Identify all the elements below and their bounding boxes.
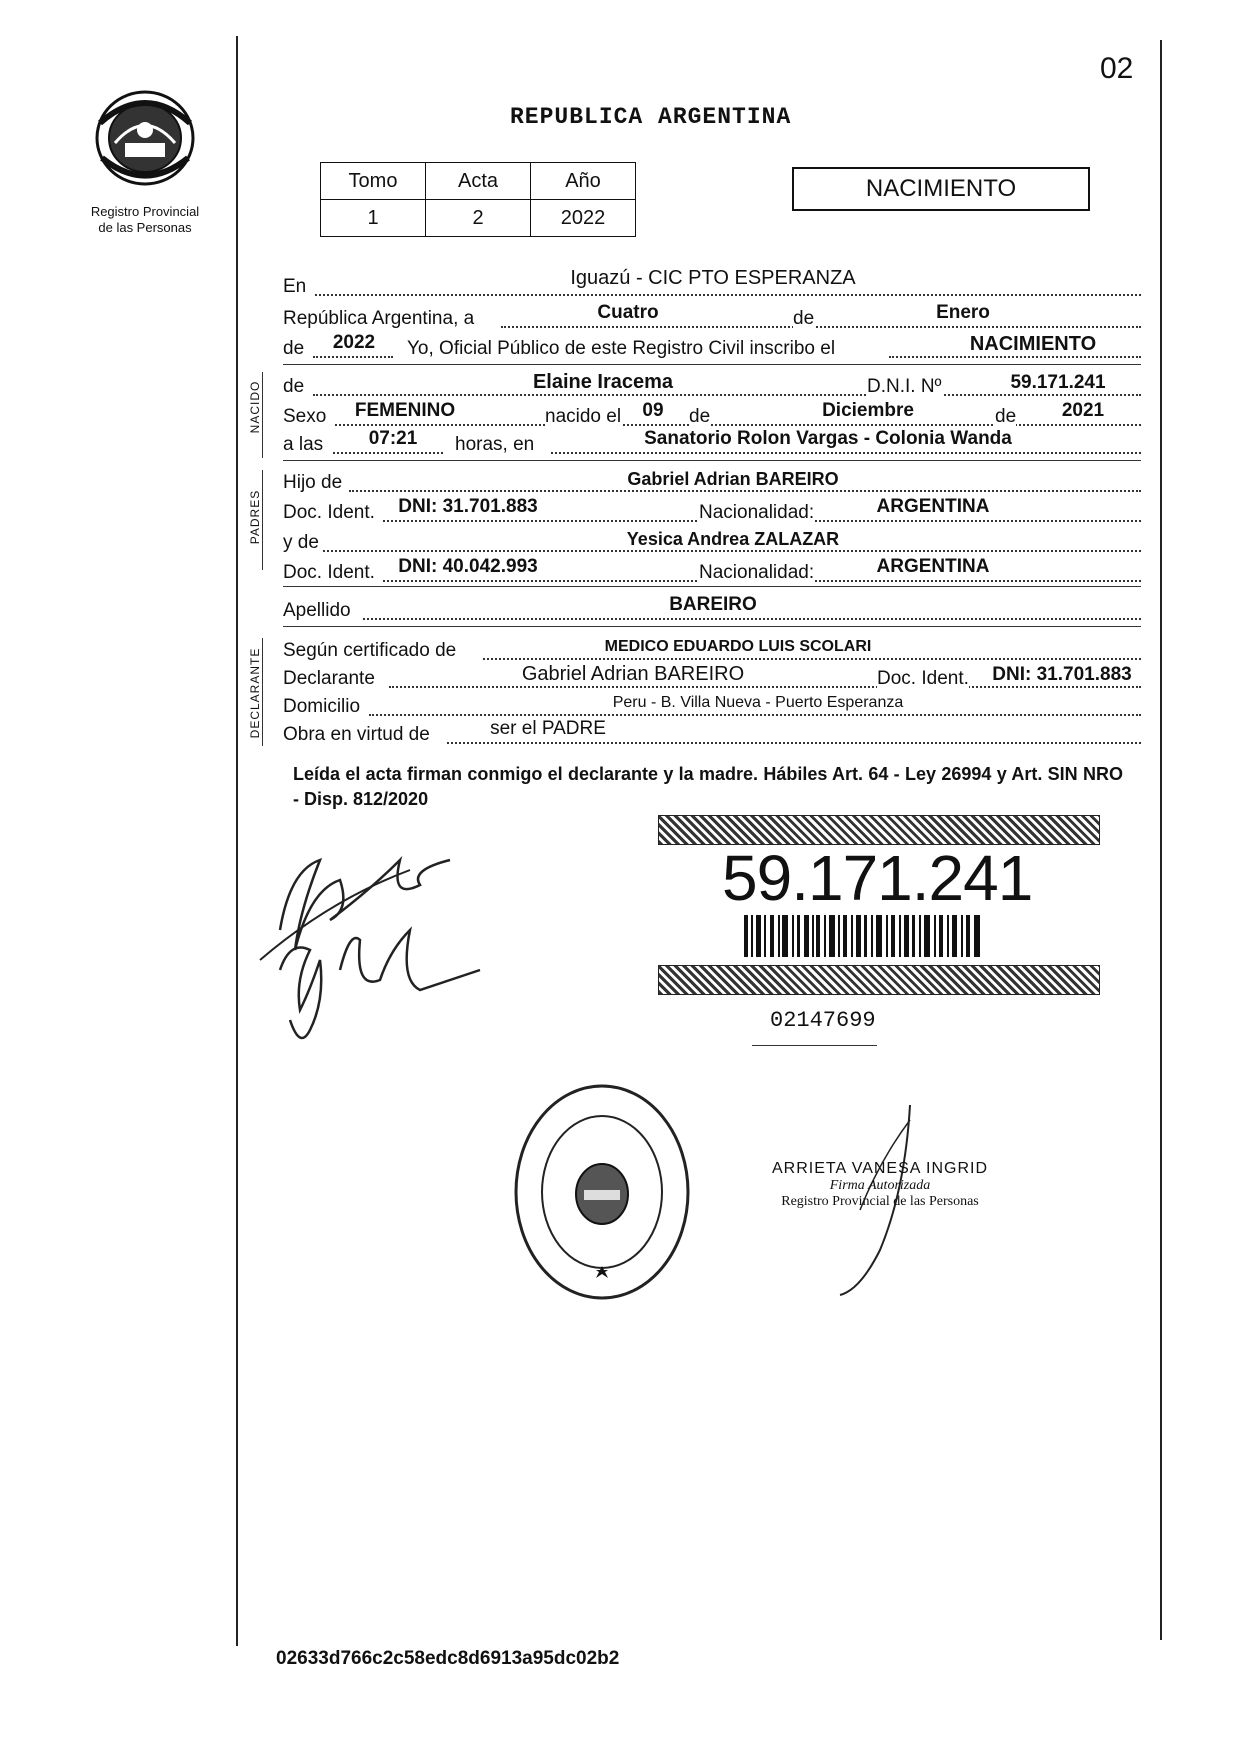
- place-row: [283, 267, 1141, 300]
- y-de-label: y de: [283, 532, 319, 553]
- sex-value: FEMENINO: [354, 400, 456, 421]
- certificate-row: [283, 634, 1141, 664]
- officer-title: Firma Autorizada: [829, 1178, 931, 1193]
- nacido-side-label: NACIDO: [248, 380, 262, 434]
- officer-org: Registro Provincial de las Personas: [781, 1194, 979, 1209]
- logo-caption-line1: Registro Provincial: [90, 204, 200, 219]
- barcode-icon: [744, 915, 984, 957]
- declarante-side-label: DECLARANTE: [248, 647, 262, 739]
- mother-nationality-value: ARGENTINA: [876, 556, 990, 577]
- mother-doc-label: Doc. Ident.: [283, 562, 375, 583]
- domicilio-label: Domicilio: [283, 696, 361, 717]
- padres-side-label: PADRES: [248, 489, 262, 545]
- tomo-value: 1: [321, 200, 426, 237]
- republica-label: República Argentina, a: [283, 308, 475, 329]
- logo-caption: [70, 204, 220, 236]
- declarant-doc-value: DNI: 31.701.883: [983, 664, 1141, 686]
- document-hash: 02633d766c2c58edc8d6913a95dc02b2: [276, 1648, 620, 1669]
- en-label: En: [283, 276, 307, 297]
- nacido-birth-row: [283, 400, 1141, 430]
- declarante-label: Declarante: [283, 668, 375, 689]
- tomo-header: Tomo: [321, 163, 426, 200]
- document-title: REPUBLICA ARGENTINA: [510, 104, 792, 130]
- id-sticker: [658, 815, 1098, 995]
- provincial-logo: [90, 88, 200, 188]
- child-name-value: Elaine Iracema: [532, 371, 674, 393]
- child-dni-value: 59.171.241: [1010, 372, 1106, 393]
- anio-header: Año: [531, 163, 636, 200]
- mother-name-value: Yesica Andrea ZALAZAR: [626, 529, 840, 549]
- day-words-value: Cuatro: [597, 302, 659, 323]
- sticker-dni-number: 59.171.241: [722, 842, 1033, 914]
- apellido-row: [283, 594, 1141, 624]
- year-value: 2022: [332, 332, 376, 353]
- obra-value: ser el PADRE: [490, 718, 606, 739]
- left-margin-line: [236, 36, 238, 1646]
- legal-text: Leída el acta firman conmigo el declarante y la madre. Hábiles Art. 64 - Ley 26994 y Art. SIN NRO - Disp. 812/2020: [293, 764, 1123, 809]
- sexo-label: Sexo: [283, 406, 327, 427]
- acta-value: 2: [426, 200, 531, 237]
- place-value: Iguazú - CIC PTO ESPERANZA: [570, 267, 856, 289]
- nacido-el-label: nacido el: [545, 406, 622, 427]
- declarant-name-value: Gabriel Adrian BAREIRO: [521, 663, 745, 685]
- sticker-bottom-pattern: [658, 965, 1100, 995]
- official-seal: [512, 1082, 692, 1302]
- yo-label: Yo, Oficial Público de este Registro Civil inscribo el: [407, 338, 836, 359]
- birth-year-value: 2021: [1061, 400, 1105, 421]
- record-table: [320, 162, 636, 237]
- declarant-doc-label: Doc. Ident.: [877, 668, 969, 689]
- mother-doc-row: [283, 556, 1141, 586]
- birth-day-value: 09: [642, 400, 664, 421]
- anio-value: 2022: [531, 200, 636, 237]
- page-number: 02: [1100, 52, 1134, 85]
- declarant-row: [283, 662, 1141, 692]
- sticker-serial: 02147699: [770, 1008, 876, 1033]
- father-name-value: Gabriel Adrian BAREIRO: [627, 469, 839, 489]
- year-row: [283, 332, 1141, 362]
- father-doc-value: DNI: 31.701.883: [398, 496, 538, 517]
- misiones-emblem-icon: [90, 88, 200, 188]
- acta-header: Acta: [426, 163, 531, 200]
- right-margin-line: [1160, 40, 1162, 1640]
- birth-month-value: Diciembre: [822, 400, 914, 421]
- month-value: Enero: [936, 302, 990, 323]
- officer-name: ARRIETA VANESA INGRID: [771, 1160, 988, 1177]
- mother-doc-value: DNI: 40.042.993: [398, 556, 538, 577]
- address-value: Peru - B. Villa Nueva - Puerto Esperanza: [612, 694, 904, 711]
- logo-caption-line2: de las Personas: [98, 220, 192, 235]
- apellido-label: Apellido: [283, 600, 351, 621]
- obra-label: Obra en virtud de: [283, 724, 430, 745]
- address-row: [283, 690, 1141, 720]
- father-doc-label: Doc. Ident.: [283, 502, 375, 523]
- father-nationality-value: ARGENTINA: [876, 496, 990, 517]
- mother-nac-label: Nacionalidad:: [699, 562, 815, 583]
- father-name-row: [283, 466, 1141, 496]
- de2-label: de: [283, 338, 305, 359]
- nacido-time-row: [283, 428, 1141, 458]
- apellido-value: BAREIRO: [669, 594, 757, 615]
- record-type-value: NACIMIENTO: [969, 333, 1097, 355]
- nacido-name-row: [283, 370, 1141, 400]
- nacido-de-label: de: [283, 376, 305, 397]
- de-label: de: [793, 308, 815, 329]
- dni-label: D.N.I. Nº: [867, 376, 942, 397]
- record-type-box: NACIMIENTO: [792, 167, 1090, 211]
- horas-label: horas, en: [455, 434, 535, 455]
- seal-stamp-icon: [512, 1082, 692, 1302]
- obra-row: [283, 718, 1141, 748]
- birth-time-value: 07:21: [368, 428, 418, 449]
- birth-de-label: de: [689, 406, 711, 427]
- mother-name-row: [283, 526, 1141, 556]
- certificate-value: MEDICO EDUARDO LUIS SCOLARI: [604, 638, 872, 655]
- birth-place-value: Sanatorio Rolon Vargas - Colonia Wanda: [644, 428, 1012, 449]
- birth-de2-label: de: [995, 406, 1017, 427]
- father-doc-row: [283, 496, 1141, 526]
- father-nac-label: Nacionalidad:: [699, 502, 815, 523]
- alas-label: a las: [283, 434, 324, 455]
- cert-label: Según certificado de: [283, 640, 457, 661]
- date-row: [283, 302, 1141, 332]
- hijo-de-label: Hijo de: [283, 472, 343, 493]
- declarant-signature: [250, 830, 490, 1060]
- officer-block: [755, 1160, 1005, 1210]
